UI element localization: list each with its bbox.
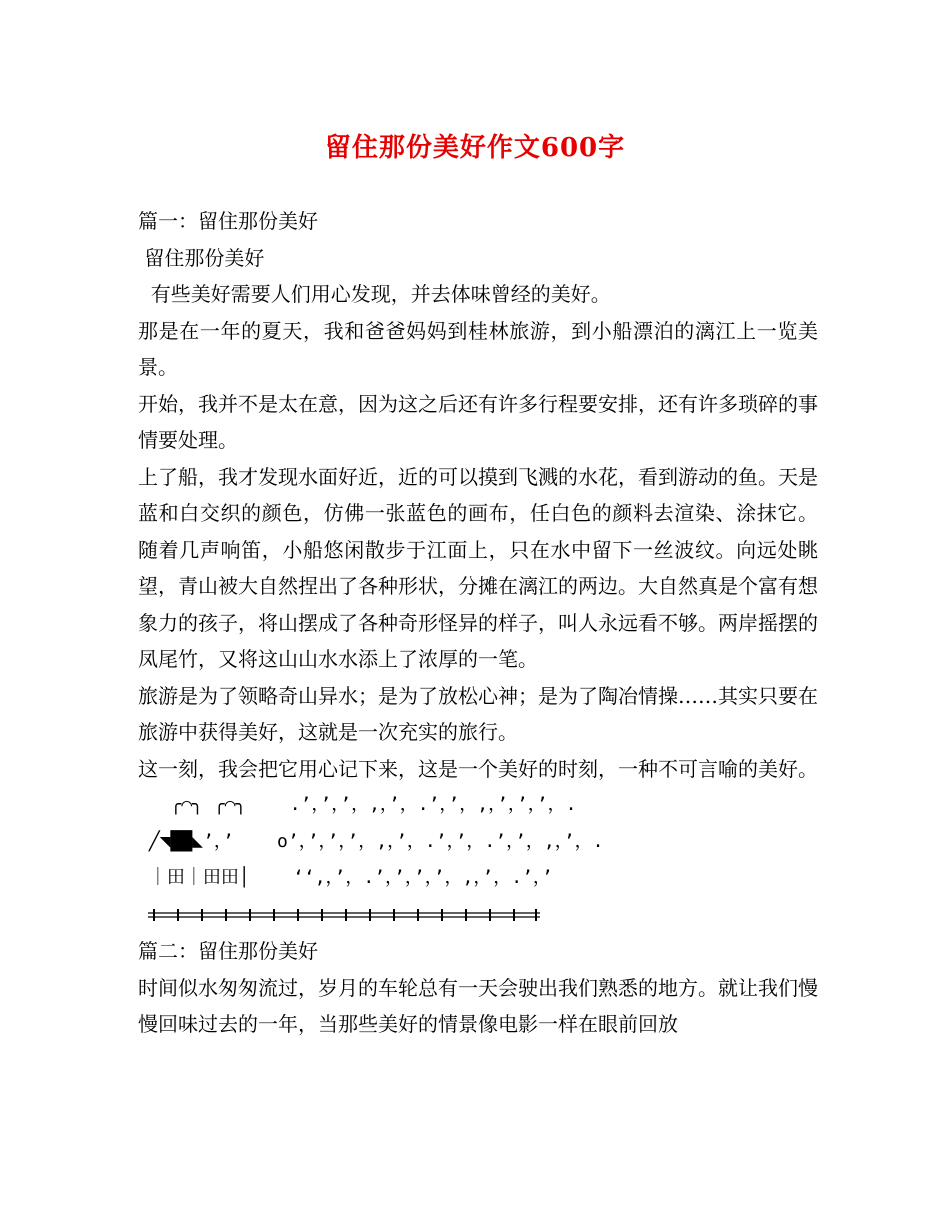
ascii-art-fence: [138, 897, 818, 934]
section-heading-1: 篇一：留住那份美好: [138, 209, 318, 233]
document-title: 留住那份美好作文600字: [324, 133, 626, 163]
essay-subtitle: 留住那份美好: [138, 245, 265, 270]
section-heading-2: 篇二：留住那份美好: [138, 939, 318, 963]
paragraph-7: 时间似水匆匆流过，岁月的车轮总有一天会驶出我们熟悉的地方。就让我们慢慢回味过去的一年，当那些美好的情景像电影一样在眼前回放: [138, 975, 818, 1036]
paragraph-3: 开始，我并不是太在意，因为这之后还有许多行程要安排，还有许多琐碎的事情要处理。: [138, 391, 818, 452]
paragraph-2: 那是在一年的夏天，我和爸爸妈妈到桂林旅游，到小船漂泊的漓江上一览美景。: [138, 318, 818, 379]
paragraph-6: 这一刻，我会把它用心记下来，这是一个美好的时刻，一种不可言喻的美好。: [138, 756, 818, 781]
ascii-art-house: ｜田｜田田│ ‘‘,，’，.’，’，’，’，,，’，.’，’: [138, 867, 553, 888]
paragraph-5: 旅游是为了领略奇山异水；是为了放松心神；是为了陶冶情操……其实只要在旅游中获得美好，这就是一次充实的旅行。: [138, 683, 818, 744]
document-body: [138, 203, 818, 1043]
paragraph-4: 上了船，我才发现水面好近，近的可以摸到飞溅的水花，看到游动的鱼。天是蓝和白交织的颜色，仿佛一张蓝色的画布，任白色的颜料去渲染、涂抹它。 随着几声响笛，小船悠闲散步于江面上，只在水中留下一丝波纹。向远处眺望，青山被大自然捏出了各种形状，分摊在漓江的两边。大自然真是个富有想象力的孩子，将山摆成了各种奇形怪异的样子，叫人永远看不够。两岸摇摆的凤尾竹，又将这山山水水添上了浓厚的一笔。: [138, 464, 818, 671]
paragraph-1: 有些美好需要人们用心发现，并去体味曾经的美好。: [138, 282, 611, 306]
fence-icon: [148, 909, 540, 921]
ascii-art-clouds: ╭⌒╮ ╭⌒╮ .’，’，’，,，’，.’，’，,，’，’，’，.: [138, 794, 577, 815]
ascii-art-roof: ╱◥██◣’，’ o’，’，’，’，,，’，.’，’，.’，’，,，’，.: [138, 830, 604, 852]
